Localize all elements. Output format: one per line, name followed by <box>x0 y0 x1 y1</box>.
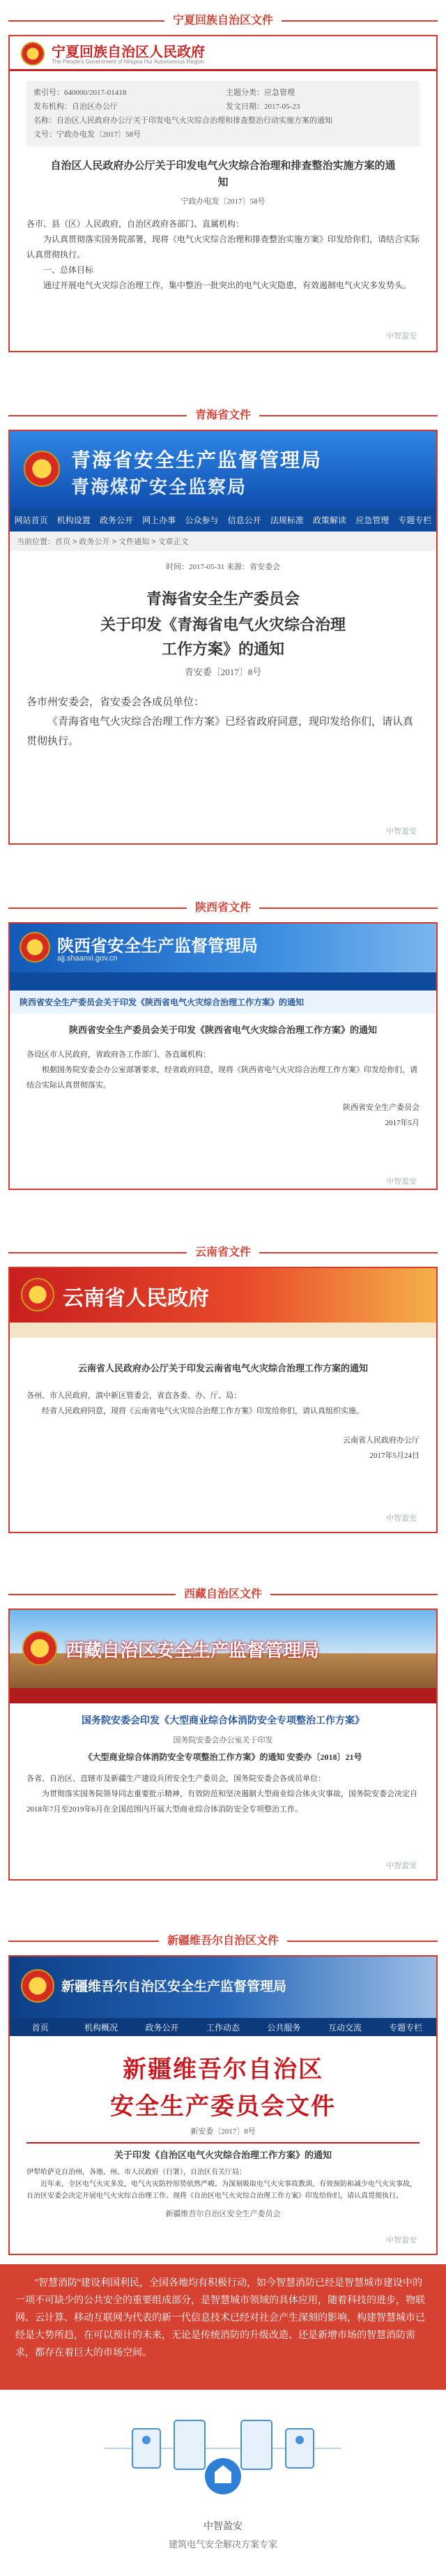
footer-illustration-icon <box>0 2393 446 2511</box>
section-shaanxi <box>8 922 438 1190</box>
national-emblem-icon <box>21 1278 54 1311</box>
nav-item[interactable]: 首页 <box>31 2022 49 2033</box>
xinjiang-nav <box>10 2018 436 2036</box>
red-divider <box>26 2142 420 2144</box>
section-tag-qinghai <box>0 402 446 430</box>
meta-item: 索引号：640000/2017-01418 <box>33 89 127 97</box>
doc-body-p: 根据国务院安委会办公室部署要求，经省政府同意，现将《陕西省电气火灾综合治理工作方案》印发给你们，请结合实际认真贯彻落实。 <box>26 1066 417 1090</box>
section-tag-label: 青海省文件 <box>187 402 259 430</box>
site-url: ajj.shaanxi.gov.cn <box>57 954 118 963</box>
doc-signature: 新疆维吾尔自治区安全生产委员会 <box>165 2210 281 2218</box>
doc-body-p: 通过开展电气火灾综合治理工作，集中整治一批突出的电气火灾隐患，有效遏制电气火灾多发势头。 <box>43 280 412 290</box>
doc-title-line: 关于印发《青海省电气火灾综合治理 <box>100 616 346 633</box>
doc-title: 关于印发《自治区电气火灾综合治理工作方案》的通知 <box>114 2150 332 2160</box>
nav-item[interactable]: 应急管理 <box>355 515 390 525</box>
section-ningxia <box>8 35 438 352</box>
site-name-2: 青海煤矿安全监察局 <box>71 476 247 497</box>
doc-body-p: 伊犁哈萨克自治州，各地、州、市人民政府（行署），自治区有关厅局： <box>26 2169 246 2176</box>
doc-date: 2017年5月 <box>385 1119 420 1127</box>
nav-item[interactable]: 法规标准 <box>270 515 304 525</box>
nav-item[interactable]: 专题专栏 <box>398 515 432 525</box>
section-tag-ningxia <box>0 7 446 35</box>
doc-body-p: 《青海省电气火灾综合治理工作方案》已经省政府同意，现印发给你们，请认真贯彻执行。 <box>26 716 414 748</box>
nav-item[interactable]: 信息公开 <box>227 515 261 525</box>
xinjiang-header <box>10 1957 436 2018</box>
doc-body-p: 各州、市人民政府，滇中新区管委会，省直各委、办、厅、局： <box>26 1392 241 1400</box>
qinghai-header <box>10 431 436 508</box>
doc-title: 国务院安委会印发《大型商业综合体消防安全专项整治工作方案》 <box>82 1716 364 1726</box>
watermark: 中智盈安 <box>386 1177 417 1186</box>
national-emblem-icon <box>24 451 60 487</box>
shaanxi-nav <box>10 972 436 991</box>
site-name: 青海省安全生产监督管理局 <box>71 449 323 471</box>
doc-number: 宁政办电发〔2017〕58号 <box>180 197 266 206</box>
nav-item[interactable]: 公共服务 <box>267 2022 301 2033</box>
doc-meta: 国务院安委会办公室关于印发 <box>173 1736 273 1745</box>
meta-item: 文号：宁政办电发〔2017〕58号 <box>33 130 141 139</box>
watermark: 中智盈安 <box>386 1862 417 1870</box>
summary-box <box>0 2264 446 2390</box>
doc-number: 新安委〔2017〕8号 <box>190 2127 256 2136</box>
nav-item[interactable]: 机构概况 <box>84 2022 118 2033</box>
doc-body-p: 各设区市人民政府，省政府各工作部门、各直属机构： <box>26 1050 210 1059</box>
nav-item[interactable]: 政务公开 <box>100 515 134 525</box>
doc-meta: 时间：2017-05-31 来源：省安委会 <box>165 563 281 571</box>
section-xizang <box>8 1609 438 1881</box>
doc-body-p: 为贯彻落实国务院领导同志重要批示精神，有效防范和坚决遏制大型商业综合体火灾事故，国务院安委会决定自2018年7月至2019年6月在全国范围内开展大型商业综合体消防安全专项整治工作。 <box>26 1790 417 1814</box>
breadcrumb: 当前位置：首页 > 政务公开 > 文件通知 > 文章正文 <box>10 532 436 551</box>
section-tag-shaanxi <box>0 894 446 922</box>
nav-item[interactable]: 政策解读 <box>313 515 347 525</box>
meta-item: 发文日期：2017-05-23 <box>226 103 300 111</box>
nav-item[interactable]: 网上办事 <box>142 515 176 525</box>
doc-subtitle: 《大型商业综合体消防安全专项整治工作方案》的通知 安委办〔2018〕21号 <box>84 1752 362 1762</box>
section-tag-label: 新疆维吾尔自治区文件 <box>159 1927 287 1955</box>
meta-item: 名称：自治区人民政府办公厅关于印发电气火灾综合治理和排查整治行动实施方案的通知 <box>33 116 332 125</box>
xizang-header <box>10 1610 436 1688</box>
qinghai-nav <box>10 508 436 532</box>
national-emblem-icon <box>22 1631 57 1666</box>
doc-number: 青安委〔2017〕8号 <box>184 667 262 677</box>
doc-title: 自治区人民政府办公厅关于印发电气火灾综合治理和排查整治实施方案的通知 <box>50 160 396 188</box>
doc-org: 青海省安全生产委员会 <box>146 590 300 608</box>
watermark: 中智盈安 <box>386 1514 417 1523</box>
watermark: 中智盈安 <box>386 332 417 340</box>
footer-brand: 中智盈安 <box>203 2520 243 2531</box>
doc-body-p: 各省、自治区、直辖市及新疆生产建设兵团安全生产委员会，国务院安委会各成员单位： <box>26 1775 325 1783</box>
doc-body-p: 各市州安委会，省安委会各成员单位： <box>26 697 205 709</box>
nav-item[interactable]: 公众参与 <box>185 515 219 525</box>
doc-body-p: 为认真贯彻落实国务院部署，现将《电气火灾综合治理和排查整治实施方案》印发给你们，请结合实际认真贯彻执行。 <box>26 234 420 259</box>
yunnan-nav <box>10 1323 436 1338</box>
doc-body-p: 经省人民政府同意，现将《云南省电气火灾综合治理工作方案》印发给你们，请认真组织实施。 <box>42 1407 364 1415</box>
national-emblem-icon <box>21 42 45 66</box>
section-tag-yunnan <box>0 1239 446 1267</box>
watermark: 中智盈安 <box>386 2236 417 2245</box>
summary-text: "智慧消防"建设利国利民，全国各地均有积极行动，如今智慧消防已经是智慧城市建设中的一项不可缺少的公共安全的重要组成部分，是智慧城市领域的具体应用，随着科技的进步，物联网、云计算、移动互联网为代表的新一代信息技术已经对社会产生深刻的影响，构建智慧城市已经是大势所趋，在可以预计的未来，无论是传统消防的升级改造、还是新增市场的智慧消防需求，都存在着巨大的市场空间。 <box>15 2277 425 2358</box>
site-name: 新疆维吾尔自治区安全生产监督管理局 <box>61 1980 287 1994</box>
site-name-en: The People's Government of Ningxia Hui Autonomous Region <box>52 59 204 65</box>
doc-date: 2017年5月24日 <box>369 1452 420 1460</box>
section-tag-label: 宁夏回族自治区文件 <box>164 7 282 35</box>
nav-item[interactable]: 工作动态 <box>206 2022 240 2033</box>
doc-head: 安全生产委员会文件 <box>110 2094 336 2120</box>
nav-item[interactable]: 专题专栏 <box>389 2022 423 2033</box>
xizang-nav <box>10 1688 436 1703</box>
nav-item[interactable]: 互动交流 <box>328 2022 362 2033</box>
national-emblem-icon <box>21 1969 54 2003</box>
section-xinjiang <box>8 1955 438 2255</box>
doc-body-p: 各市、县（区）人民政府，自治区政府各部门、直属机构： <box>26 219 245 229</box>
nav-item[interactable]: 政务公开 <box>145 2022 179 2033</box>
yunnan-header <box>10 1268 436 1323</box>
nav-item[interactable]: 机构设置 <box>56 515 91 525</box>
doc-title: 云南省人民政府办公厅关于印发云南省电气火灾综合治理工作方案的通知 <box>77 1363 368 1373</box>
doc-signature: 陕西省安全生产委员会 <box>343 1104 420 1112</box>
doc-body-p: 一、总体目标 <box>43 265 94 275</box>
site-name: 宁夏回族自治区人民政府 <box>52 45 205 60</box>
shaanxi-header <box>10 924 436 972</box>
meta-table <box>26 81 420 146</box>
doc-org: 新疆维吾尔自治区 <box>123 2057 323 2083</box>
page-title: 陕西省安全生产委员会关于印发《陕西省电气火灾综合治理工作方案》的通知 <box>10 991 436 1014</box>
footer <box>0 2393 446 2576</box>
nav-item[interactable]: 网站首页 <box>14 515 48 525</box>
section-tag-xizang <box>0 1581 446 1609</box>
section-tag-label: 陕西省文件 <box>187 894 259 922</box>
site-name: 云南省人民政府 <box>63 1287 209 1310</box>
doc-title: 陕西省安全生产委员会关于印发《陕西省电气火灾综合治理工作方案》的通知 <box>68 1025 377 1035</box>
section-tag-label: 云南省文件 <box>187 1239 259 1267</box>
section-qinghai <box>8 430 438 845</box>
section-tag-xinjiang <box>0 1927 446 1955</box>
meta-item: 主题分类：应急管理 <box>226 89 295 97</box>
ningxia-header <box>10 36 436 71</box>
site-name: 西藏自治区安全生产监督管理局 <box>66 1640 320 1661</box>
watermark: 中智盈安 <box>386 827 417 836</box>
doc-signature: 云南省人民政府办公厅 <box>343 1436 420 1445</box>
section-yunnan <box>8 1267 438 1533</box>
site-name: 陕西省安全生产监督管理局 <box>57 937 258 956</box>
doc-body-p: 近年来，全区电气火灾多发，电气火灾防控形势依然严峻。为深刻吸取电气火灾事故教训，有效预防和减少电气火灾事故，自治区安委会决定开展电气火灾综合治理工作。现将《自治区电气火灾综合治理工作方案》印发给你们，请认真贯彻执行。 <box>26 2180 417 2200</box>
meta-item: 发布机构：自治区办公厅 <box>33 103 118 111</box>
national-emblem-icon <box>20 932 50 963</box>
section-tag-label: 西藏自治区文件 <box>176 1581 270 1609</box>
doc-title-line: 工作方案》的通知 <box>161 640 284 658</box>
footer-slogan: 建筑电气安全解决方案专家 <box>168 2539 277 2549</box>
